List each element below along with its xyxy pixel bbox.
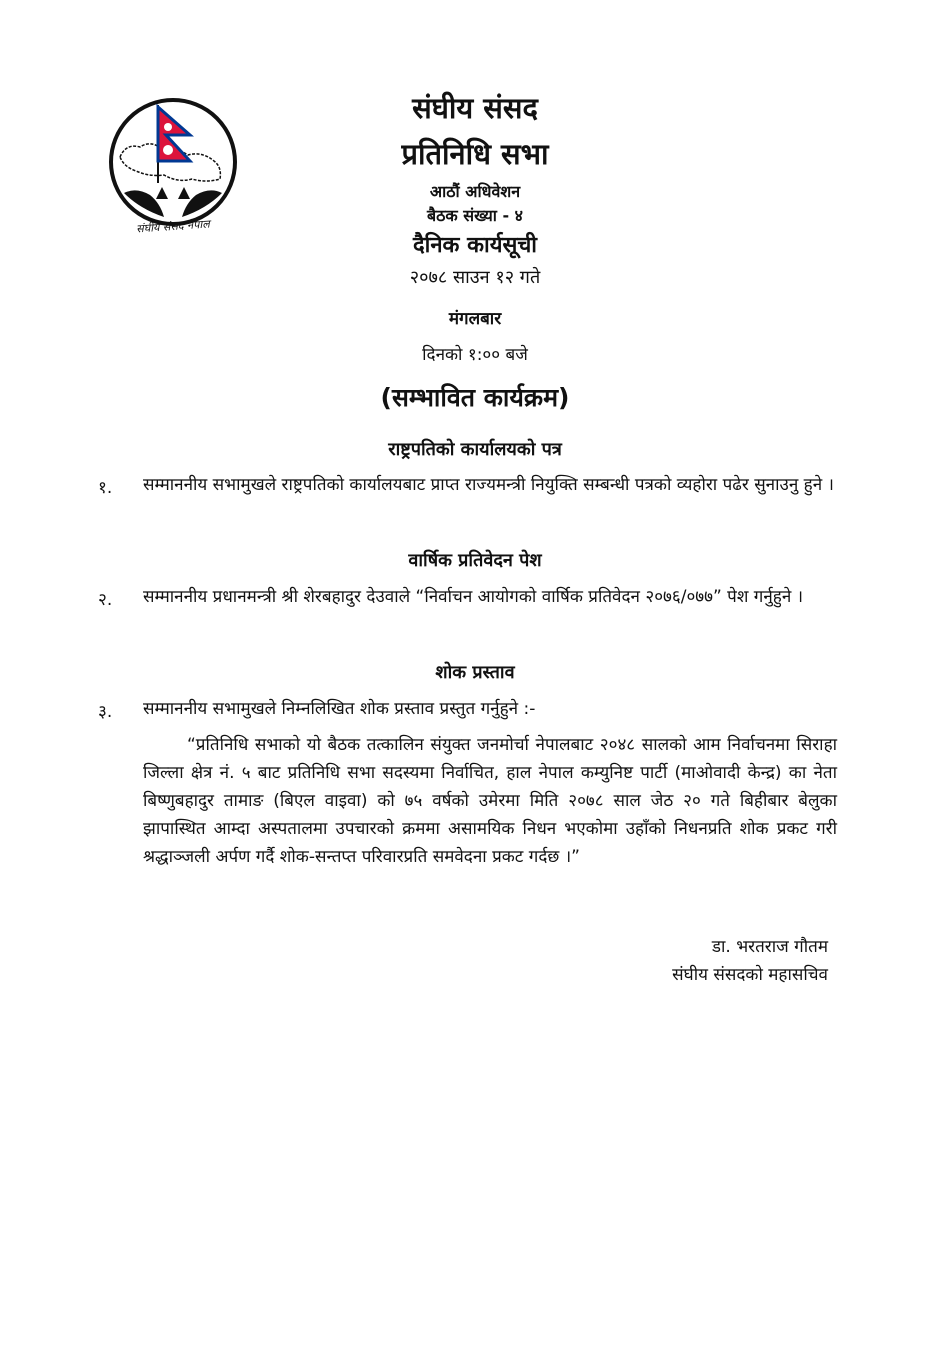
house-title: प्रतिनिधि सभा bbox=[401, 137, 549, 171]
session-label: आठौं अधिवेशन bbox=[429, 182, 521, 201]
signatory-name: डा. भरतराज गौतम bbox=[711, 937, 828, 957]
agenda-weekday: मंगलबार bbox=[448, 309, 502, 329]
parliament-emblem-icon bbox=[106, 95, 240, 265]
agenda-date: २०७८ साउन १२ गते bbox=[409, 267, 541, 288]
section-title-annual-report: वार्षिक प्रतिवेदन पेश bbox=[408, 550, 542, 571]
agenda-time: दिनको १:०० बजे bbox=[422, 345, 528, 365]
condolence-quote: “प्रतिनिधि सभाको यो बैठक तत्कालिन संयुक्त जनमोर्चा नेपालबाट २०४८ सालको आम निर्वाचनमा सिराहा जिल्ला क्षेत्र नं. ५ बाट प्रतिनिधि सभा सदस्यमा निर्वाचित, हाल नेपाल कम्युनिष्ट पार्टी (माओवादी केन्द्र) का नेता बिष्णुबहादुर तामाङ (बिएल वाइवा) को ७५ वर्षको उमेरमा मिति २०७८ साल जेठ २० गते बिहीबार बेलुका झापास्थित आम्दा अस्पतालमा उपचारको क्रममा असामयिक निधन भएकोमा उहाँको निधनप्रति शोक प्रकट गरी श्रद्धाञ्जली अर्पण गर्दै शोक-सन्तप्त परिवारप्रति समवेदना प्रकट गर्दछ ।” bbox=[143, 735, 837, 867]
parliament-logo bbox=[106, 95, 240, 265]
program-heading: (सम्भावित कार्यक्रम) bbox=[380, 383, 570, 412]
item-number: ३. bbox=[98, 702, 113, 722]
signatory-title: संघीय संसदको महासचिव bbox=[672, 965, 828, 985]
nepal-flag-icon bbox=[158, 105, 190, 183]
item-text: सम्माननीय सभामुखले निम्नलिखित शोक प्रस्ताव प्रस्तुत गर्नुहुने :- bbox=[143, 699, 536, 719]
item-number: २. bbox=[98, 590, 113, 610]
section-title-condolence: शोक प्रस्ताव bbox=[435, 662, 515, 683]
section-title-president-letter: राष्ट्रपतिको कार्यालयको पत्र bbox=[388, 439, 562, 460]
item-number: १. bbox=[98, 478, 113, 498]
meeting-number: बैठक संख्या - ४ bbox=[427, 206, 523, 225]
parliament-title: संघीय संसद bbox=[412, 91, 538, 125]
agenda-title: दैनिक कार्यसूची bbox=[412, 233, 538, 258]
item-text: सम्माननीय प्रधानमन्त्री श्री शेरबहादुर देउवाले “निर्वाचन आयोगको वार्षिक प्रतिवेदन २०७६/०७७” पेश गर्नुहुने । bbox=[143, 587, 804, 607]
item-text: सम्माननीय सभामुखले राष्ट्रपतिको कार्यालयबाट प्राप्त राज्यमन्त्री नियुक्ति सम्बन्धी पत्रको व्यहोरा पढेर सुनाउनु हुने । bbox=[143, 475, 834, 495]
logo-caption: संघीय संसद नेपाल bbox=[135, 217, 211, 236]
